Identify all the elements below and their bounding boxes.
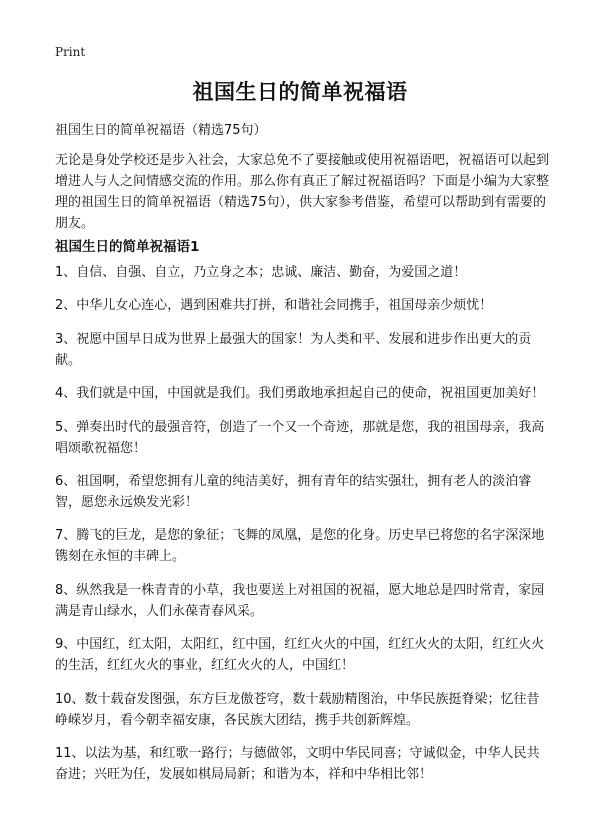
print-link[interactable]: Print <box>55 45 86 59</box>
list-item: 2、中华儿女心连心，遇到困难共打拼，和谐社会同携手，祖国母亲少烦忧！ <box>55 298 493 314</box>
list-item: 5、弹奏出时代的最强音符，创造了一个又一个奇迹，那就是您，我的祖国母亲，我高唱颂歌祝福您！ <box>55 419 545 456</box>
intro-paragraph: 无论是身处学校还是步入社会，大家总免不了要接触或使用祝福语吧，祝福语可以起到增进人与人之间情感交流的作用。那么你有真正了解过祝福语吗？下面是小编为大家整理的祖国生日的简单祝福语（精选75句），供大家参考借鉴，希望可以帮助到有需要的朋友。 <box>55 153 550 231</box>
list-item: 1、自信、自强、自立，乃立身之本；忠诚、廉洁、勤奋，为爱国之道！ <box>55 265 467 280</box>
list-item: 4、我们就是中国，中国就是我们。我们勇敢地承担起自己的使命，祝祖国更加美好！ <box>55 386 545 402</box>
blessing-list <box>55 262 551 797</box>
list-item: 9、中国红，红太阳，太阳红，红中国，红红火火的中国，红红火火的太阳，红红火火的生活，红红火火的事业，红红火火的人，中国红！ <box>55 637 545 674</box>
page-title: 祖国生日的简单祝福语 <box>192 80 408 104</box>
list-item: 8、纵然我是一株青青的小草，我也要送上对祖国的祝福，愿大地总是四时常青，家园满是青山绿水，人们永葆青春风采。 <box>55 582 545 619</box>
list-item: 11、以法为基，和红歌一路行；与德做邻，文明中华民同喜；守诚似金，中华人民共奋进；兴旺为任，发展如棋局局新；和谐为本，祥和中华相比邻！ <box>55 745 540 782</box>
list-item: 3、祝愿中国早日成为世界上最强大的国家！为人类和平、发展和进步作出更大的贡献。 <box>55 331 532 368</box>
section-heading: 祖国生日的简单祝福语1 <box>55 239 200 255</box>
list-item: 10、数十载奋发图强，东方巨龙傲苍穹，数十载励精图治，中华民族挺脊梁；忆往昔峥嵘岁月，看今朝幸福安康，各民族大团结，携手共创新辉煌。 <box>55 691 540 728</box>
document-subtitle: 祖国生日的简单祝福语（精选75句） <box>55 123 267 138</box>
list-item: 6、祖国啊，希望您拥有儿童的纯洁美好，拥有青年的结实强壮，拥有老人的淡泊睿智，愿您永远焕发光彩！ <box>55 473 532 510</box>
list-item: 7、腾飞的巨龙，是您的象征；飞舞的凤凰，是您的化身。历史早已将您的名字深深地镌刻在永恒的丰碑上。 <box>55 528 545 565</box>
